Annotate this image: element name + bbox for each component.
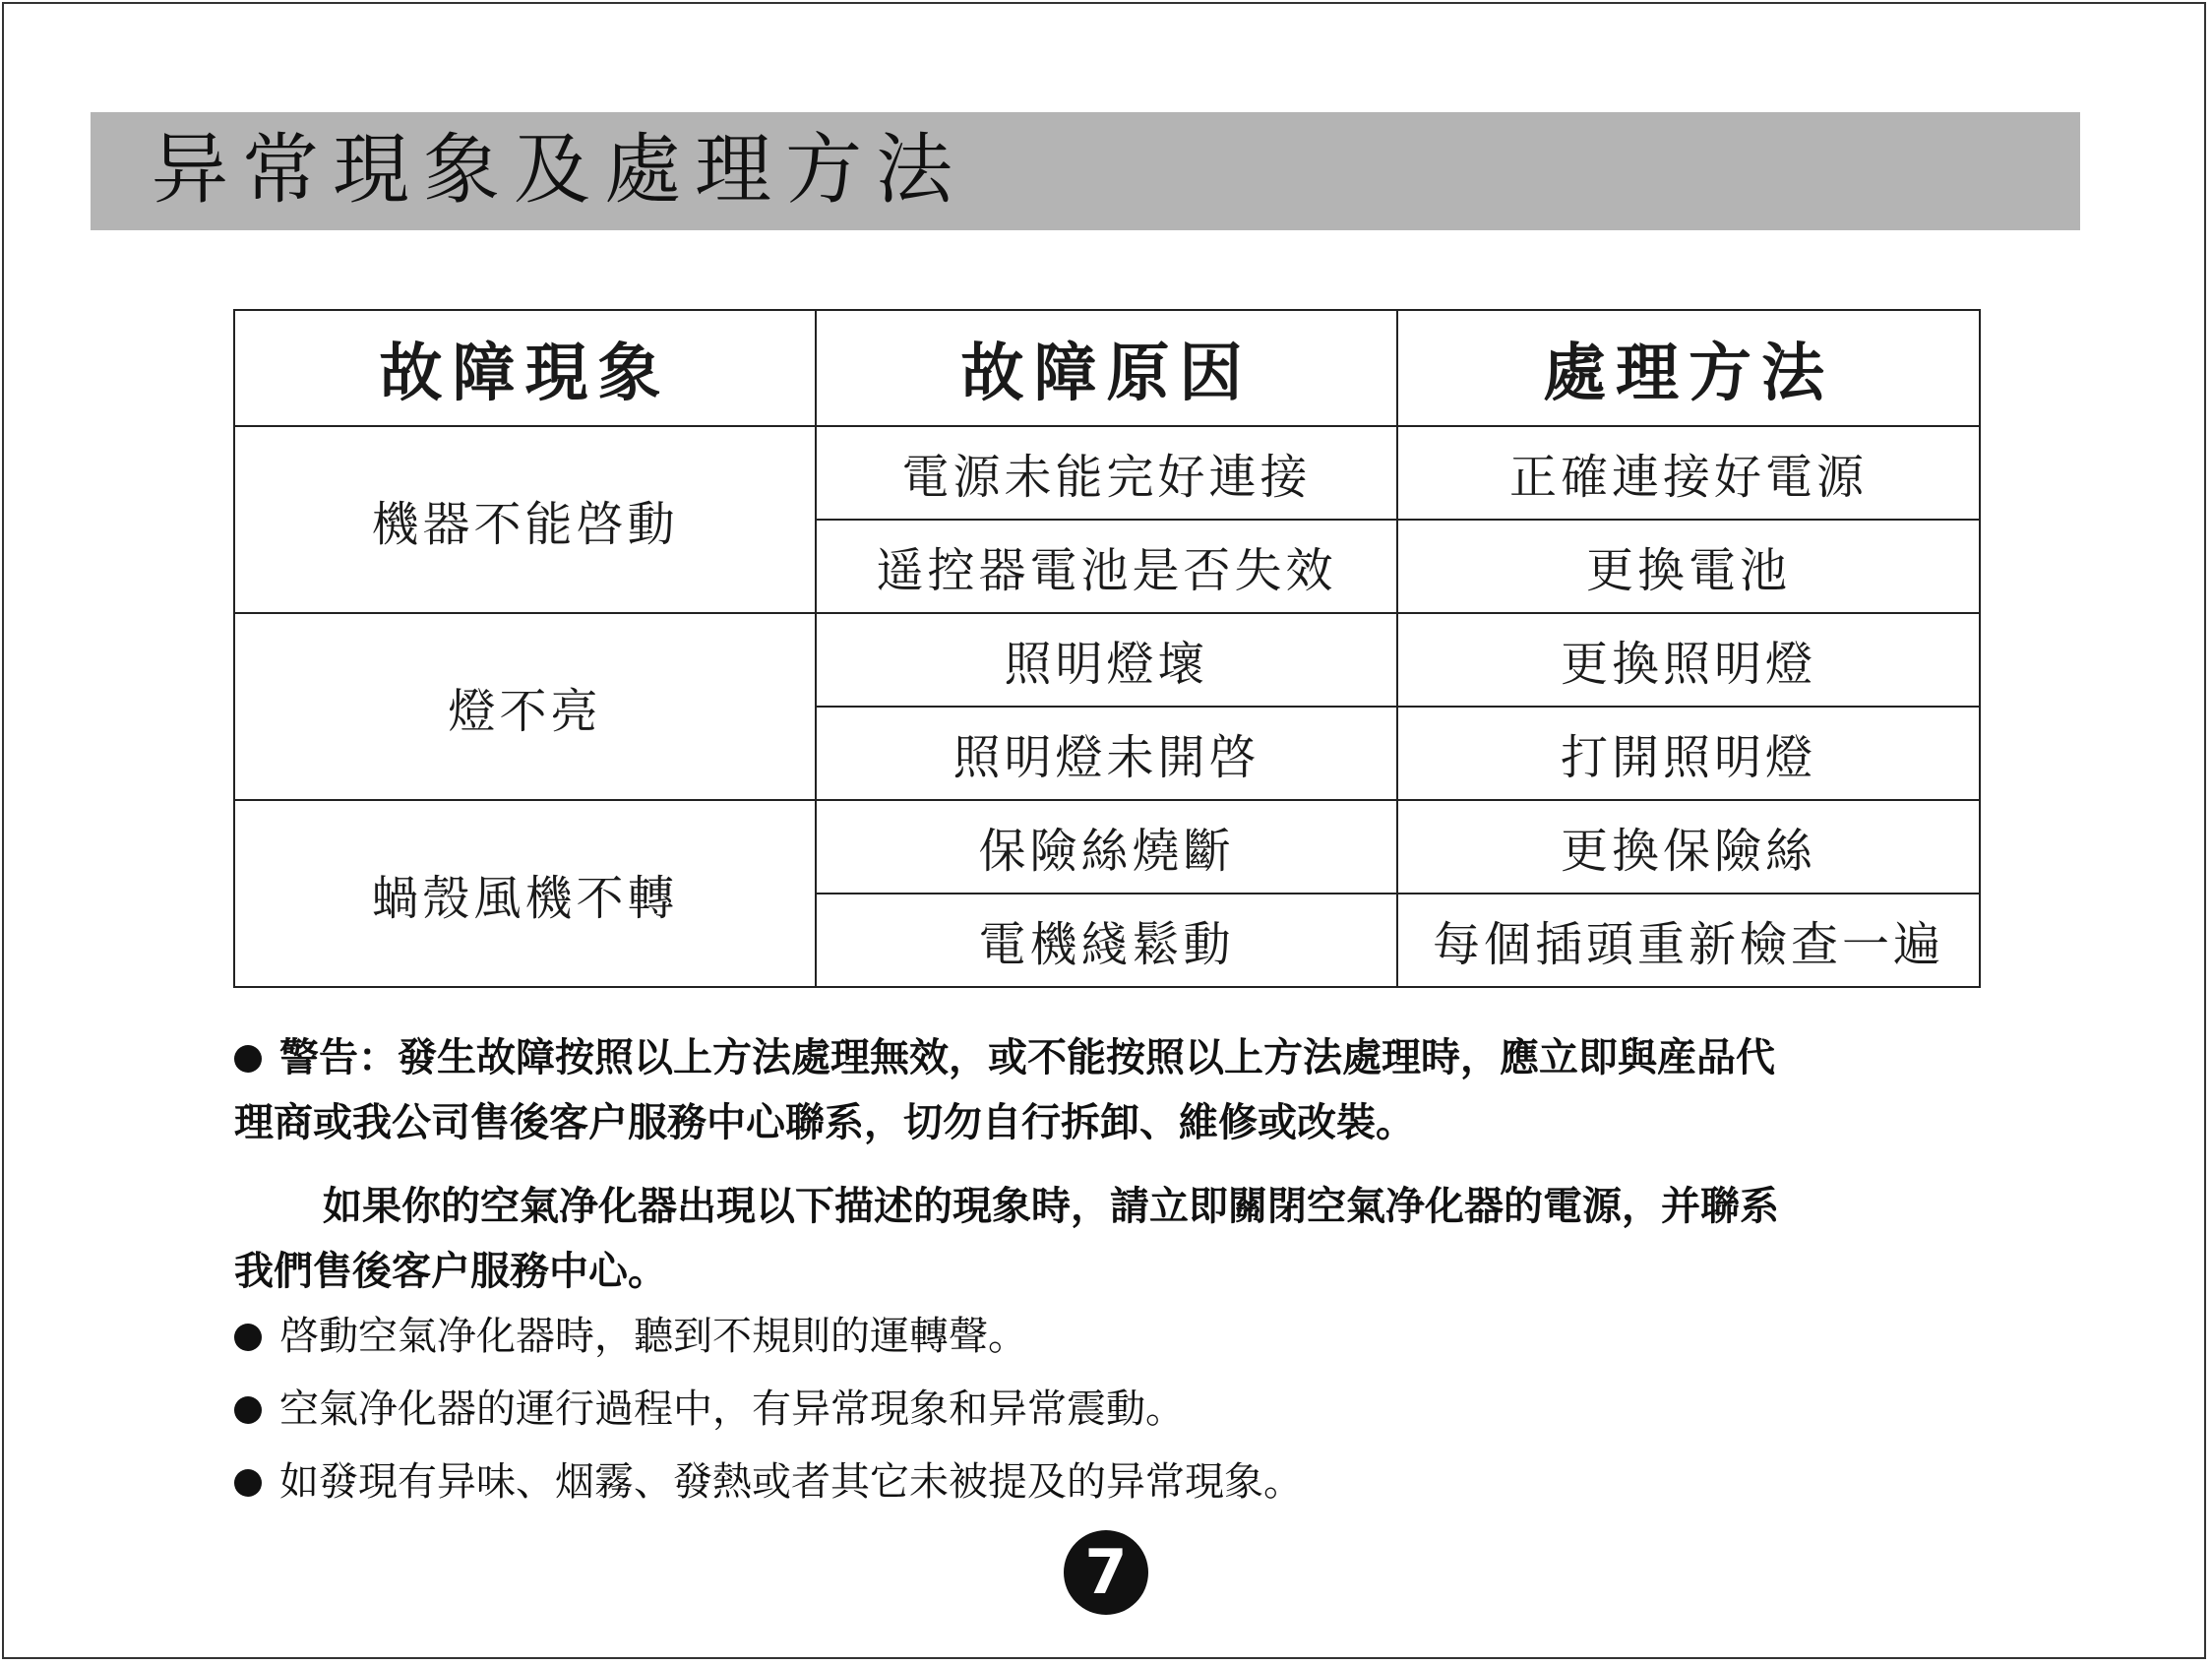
list-item: 如發現有异味、烟霧、發熱或者其它未被提及的异常現象。 (234, 1449, 1976, 1514)
cause-cell: 遥控器電池是否失效 (816, 520, 1397, 613)
column-header-solution: 處理方法 (1397, 310, 1980, 426)
bullet-icon (234, 1469, 262, 1497)
symptom-cell: 燈不亮 (234, 613, 816, 800)
bullet-icon (234, 1045, 262, 1073)
table-header-row (234, 310, 1980, 426)
table-row (234, 426, 1980, 520)
bullet-icon (234, 1324, 262, 1351)
cause-cell: 照明燈壞 (816, 613, 1397, 707)
cause-cell: 保險絲燒斷 (816, 800, 1397, 894)
cause-cell: 電源未能完好連接 (816, 426, 1397, 520)
paragraph-line-1: 如果你的空氣净化器出現以下描述的現象時，請立即關閉空氣净化器的電源，并聯系 (323, 1184, 1779, 1229)
warning-line-1: 警告：發生故障按照以上方法處理無效，或不能按照以上方法處理時，應立即與産品代 (234, 1025, 1976, 1090)
solution-cell: 正確連接好電源 (1397, 426, 1980, 520)
solution-cell: 更換照明燈 (1397, 613, 1980, 707)
troubleshooting-table (233, 309, 1981, 988)
warning-line-2: 理商或我公司售後客户服務中心聯系，切勿自行拆卸、維修或改裝。 (234, 1100, 1415, 1145)
column-header-cause: 故障原因 (816, 310, 1397, 426)
symptom-cell: 蝸殼風機不轉 (234, 800, 816, 987)
instruction-paragraph (234, 1174, 1976, 1304)
table-row (234, 613, 1980, 707)
solution-cell: 更換電池 (1397, 520, 1980, 613)
column-header-symptom: 故障現象 (234, 310, 816, 426)
table-row (234, 800, 1980, 894)
cause-cell: 電機綫鬆動 (816, 894, 1397, 987)
symptom-cell: 機器不能啓動 (234, 426, 816, 613)
solution-cell: 打開照明燈 (1397, 707, 1980, 800)
page-number: 7 (1064, 1530, 1148, 1615)
page-title: 异常現象及處理方法 (152, 126, 967, 215)
cause-cell: 照明燈未開啓 (816, 707, 1397, 800)
warning-block (234, 1025, 1976, 1155)
solution-cell: 更換保險絲 (1397, 800, 1980, 894)
list-item: 啓動空氣净化器時，聽到不規則的運轉聲。 (234, 1304, 1976, 1369)
bullet-icon (234, 1396, 262, 1424)
bullet-list (234, 1304, 1976, 1514)
title-bar (91, 112, 2080, 230)
paragraph-line-2: 我們售後客户服務中心。 (234, 1249, 667, 1294)
list-item: 空氣净化器的運行過程中，有异常現象和异常震動。 (234, 1377, 1976, 1442)
solution-cell: 每個插頭重新檢查一遍 (1397, 894, 1980, 987)
